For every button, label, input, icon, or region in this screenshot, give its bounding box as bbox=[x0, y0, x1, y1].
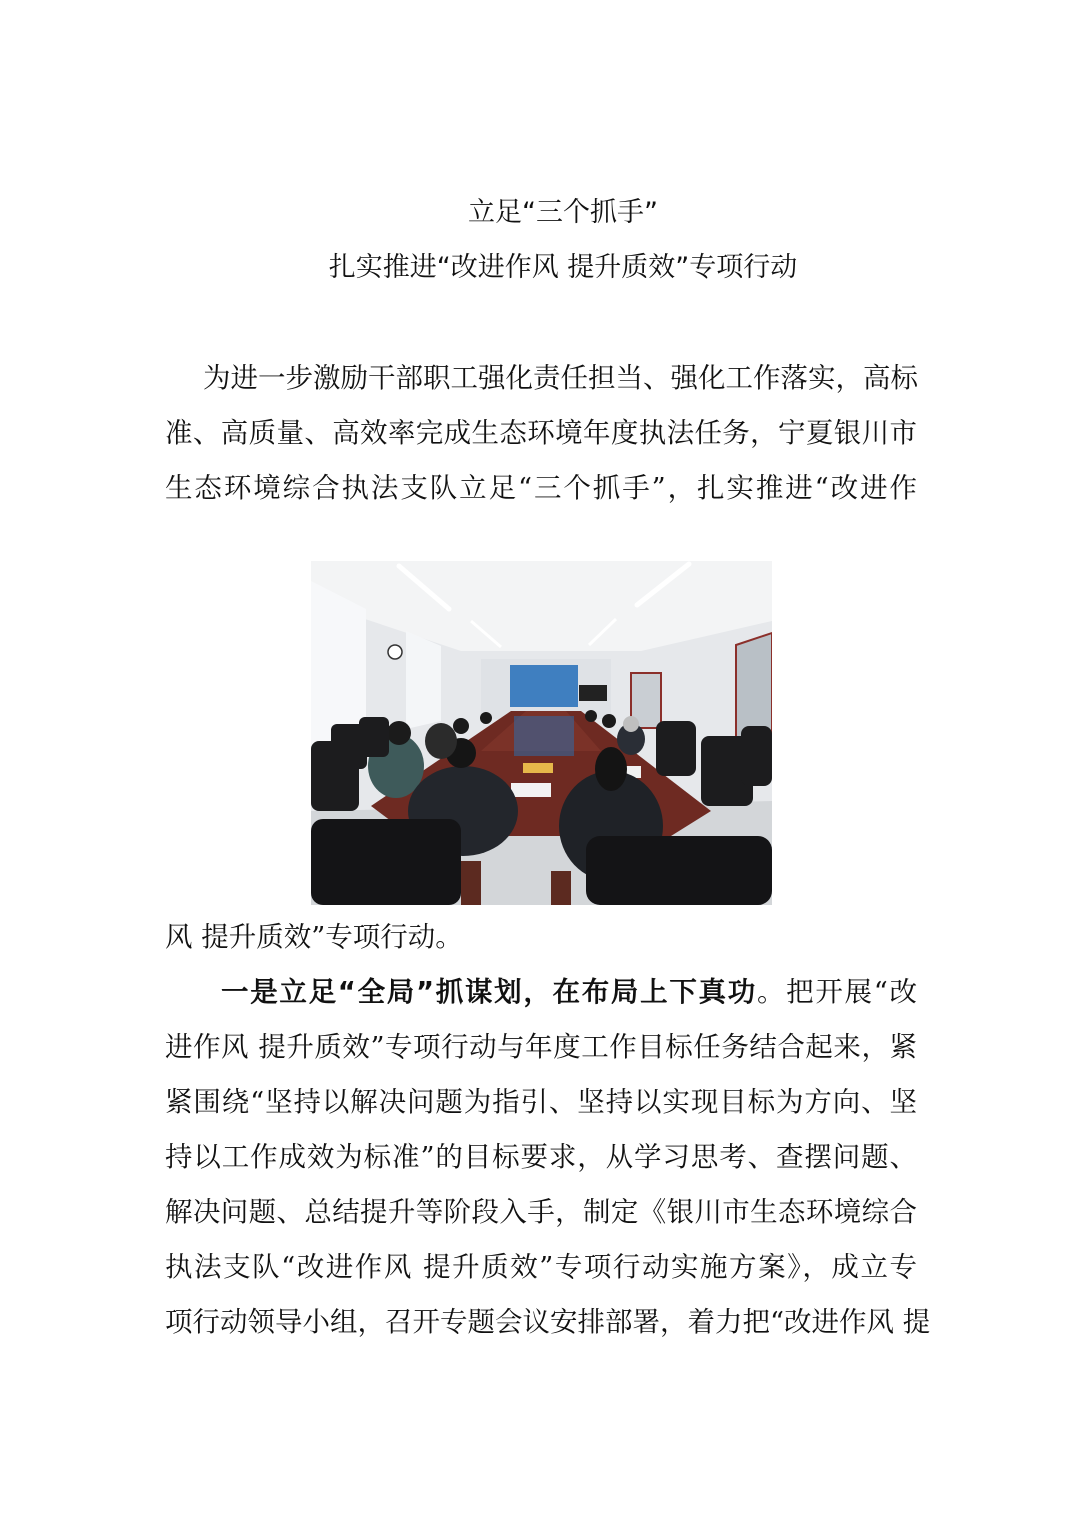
paragraph-line bbox=[165, 972, 917, 1012]
paragraph-line: 执法支队“改进作风 提升质效”专项行动实施方案》，成立专 bbox=[165, 1251, 917, 1283]
paragraph-line: 解决问题、总结提升等阶段入手，制定《银川市生态环境综合 bbox=[165, 1196, 917, 1228]
paragraph-line: 紧围绕“坚持以解决问题为指引、坚持以实现目标为方向、坚 bbox=[165, 1086, 917, 1118]
title-line-2: 扎实推进“改进作风 提升质效”专项行动 bbox=[328, 252, 798, 283]
paragraph-line: 准、高质量、高效率完成生态环境年度执法任务，宁夏银川市 bbox=[165, 417, 917, 449]
paragraph-fragment: 。把开展“改 bbox=[756, 976, 917, 1008]
title-line-1: 立足“三个抓手” bbox=[468, 197, 658, 228]
projection-screen bbox=[510, 665, 578, 707]
paragraph-line: 持以工作成效为标准”的目标要求，从学习思考、查摆问题、 bbox=[165, 1141, 917, 1173]
paragraph-line: 生态环境综合执法支队立足“三个抓手”，扎实推进“改进作 bbox=[165, 472, 917, 504]
paragraph-line: 进作风 提升质效”专项行动与年度工作目标任务结合起来，紧 bbox=[165, 1031, 917, 1063]
paragraph-line: 风 提升质效”专项行动。 bbox=[165, 921, 463, 953]
meeting-photo bbox=[311, 561, 772, 905]
bold-heading: 一是立足“全局”抓谋划，在布局上下真功 bbox=[221, 976, 757, 1008]
paragraph-line: 项行动领导小组，召开专题会议安排部署，着力把“改进作风 提 bbox=[165, 1306, 931, 1338]
paragraph-line: 为进一步激励干部职工强化责任担当、强化工作落实，高标 bbox=[203, 362, 918, 394]
